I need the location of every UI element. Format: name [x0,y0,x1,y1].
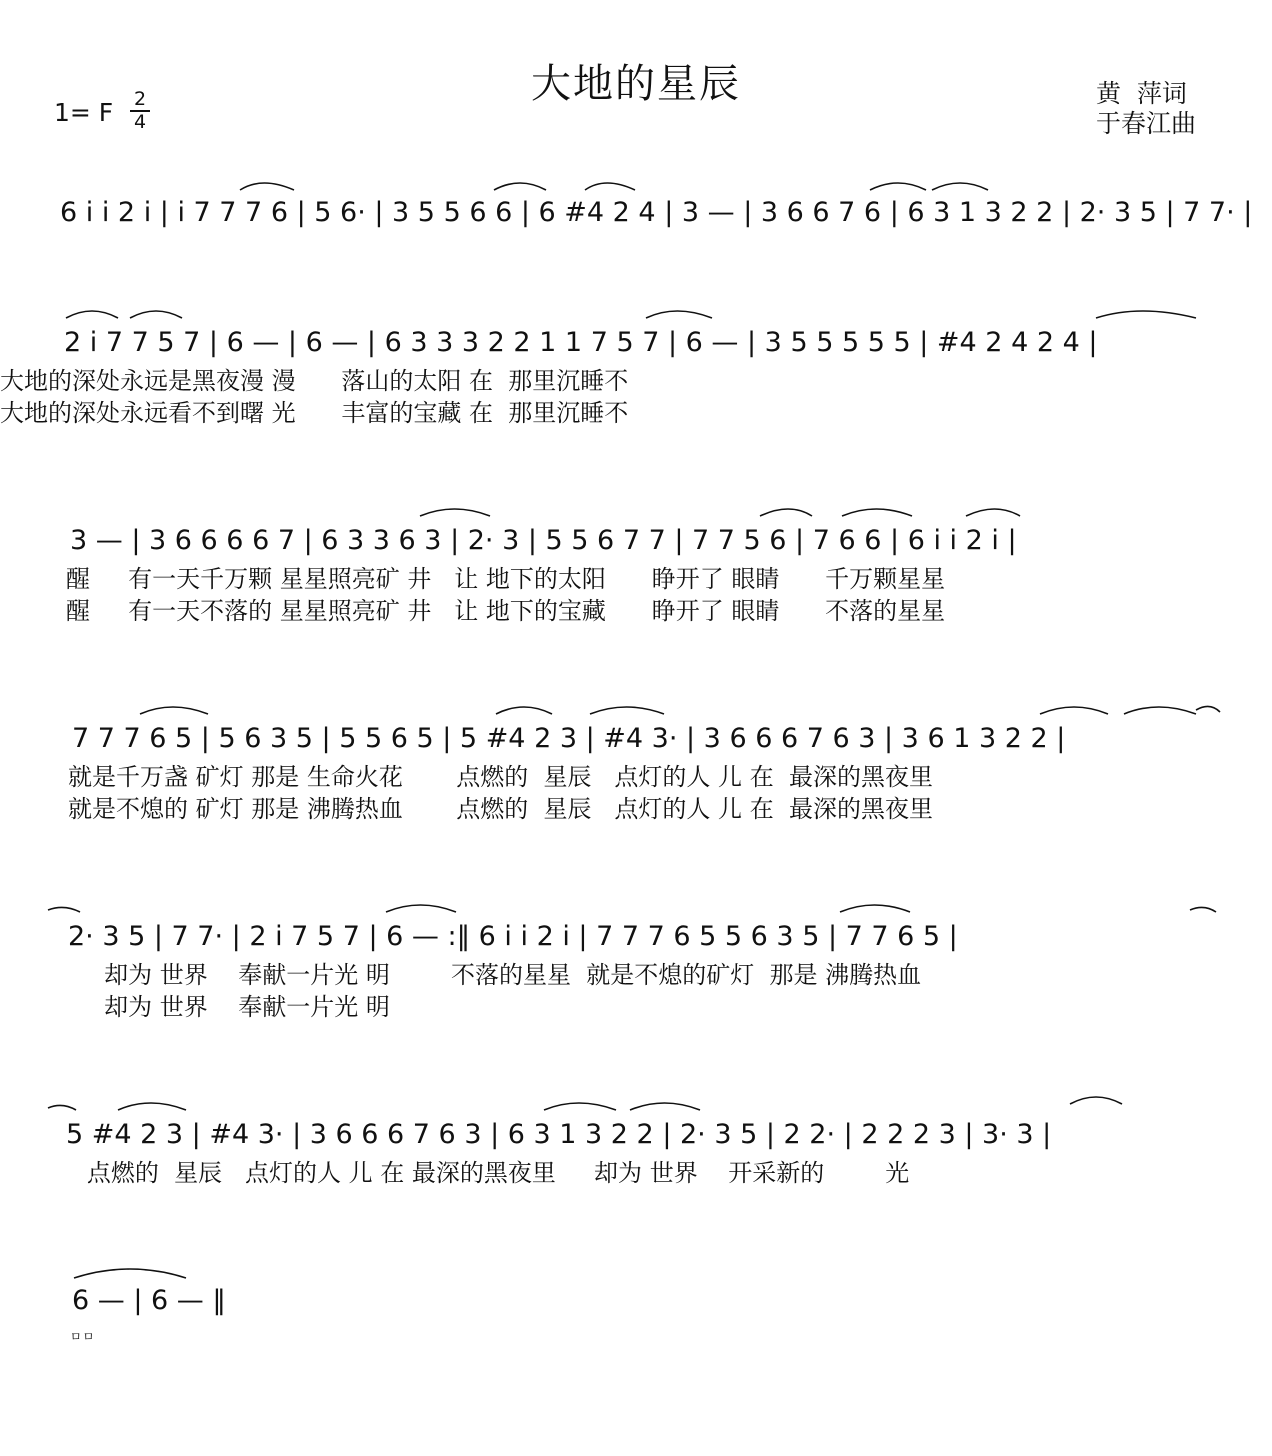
time-signature-bottom: 4 [133,111,147,133]
time-signature-top: 2 [133,88,147,110]
key-signature: 1= F [54,98,114,127]
slur [1096,311,1196,318]
notation-line: 2 i 7 7 5 7 | 6 — | 6 — | 6 3 3 3 2 2 1 1 7 5 7 | 6 — | 3 5 5 5 5 5 | #4 2 4 2 4 | [64,327,1098,358]
notation-line: 3 — | 3 6 6 6 6 7 | 6 3 3 6 3 | 2· 3 | 5 5 6 7 7 | 7 7 5 6 | 7 6 6 | 6 i i 2 i | [70,525,1017,556]
slur [1040,707,1108,714]
notation-line: 7 7 7 6 5 | 5 6 3 5 | 5 5 6 5 | 5 #4 2 3 | #4 3· | 3 6 6 6 7 6 3 | 3 6 1 3 2 2 | [72,723,1066,754]
slur [494,183,546,190]
composer-credit: 于春江曲 [1096,109,1197,138]
slur [932,183,988,190]
slur [240,183,294,190]
slur [48,907,80,912]
lyricist-credit: 黄 萍词 [1096,79,1187,108]
slur [840,905,910,912]
slur [140,707,208,714]
slur [630,1103,700,1110]
slur [118,1103,186,1110]
slur [130,311,182,318]
slur [1190,907,1216,912]
lyric-line-1: 却为 世界 奉献一片光 明 不落的星星 就是不熄的矿灯 那是 沸腾热血 [66,961,922,989]
slur [1070,1097,1122,1104]
lyric-line-1: 就是千万盏 矿灯 那是 生命火花 点燃的 星辰 点灯的人 儿 在 最深的黑夜里 [68,763,933,791]
slur [420,509,490,516]
lyric-line-2: 却为 世界 奉献一片光 明 [66,993,390,1021]
lyric-line-2: 大地的深处永远看不到曙 光 丰富的宝藏 在 那里沉睡不 [0,399,629,427]
slur [1124,707,1196,714]
notation-line: 2· 3 5 | 7 7· | 2 i 7 5 7 | 6 — :‖ 6 i i 2 i | 7 7 7 6 5 5 6 3 5 | 7 7 6 5 | [68,921,958,952]
slur [544,1103,616,1110]
slur [48,1105,76,1110]
slur [386,905,456,912]
lyric-line-1: 大地的深处永远是黑夜漫 漫 落山的太阳 在 那里沉睡不 [0,367,629,395]
lyric-line-2: 就是不熄的 矿灯 那是 沸腾热血 点燃的 星辰 点灯的人 儿 在 最深的黑夜里 [68,795,933,823]
footer-mark: ㅁㅁ [70,1330,96,1344]
lyric-line-1: 醒 有一天千万颗 星星照亮矿 井 让 地下的太阳 睁开了 眼睛 千万颗星星 [66,565,946,593]
slur [1196,706,1220,712]
slur [870,183,926,190]
notation-line: 5 #4 2 3 | #4 3· | 3 6 6 6 7 6 3 | 6 3 1 3 2 2 | 2· 3 5 | 2 2· | 2 2 2 3 | 3· 3 | [66,1119,1052,1150]
notation-line: 6 i i 2 i | i 7 7 7 6 | 5 6· | 3 5 5 6 6 | 6 #4 2 4 | 3 — | 3 6 6 7 6 | 6 3 1 3 2 2 | 2· 3 5 | 7 7· | [60,197,1253,228]
slur [760,509,812,516]
slur [966,509,1020,516]
lyric-line-2: 醒 有一天不落的 星星照亮矿 井 让 地下的宝藏 睁开了 眼睛 不落的星星 [66,597,946,625]
slur [646,311,712,318]
slur [66,311,118,318]
slur [590,707,664,714]
slur [585,183,635,190]
slur [842,509,912,516]
slur [496,707,552,714]
slur [74,1269,186,1278]
notation-line: 6 — | 6 — ‖ [72,1285,226,1316]
song-title: 大地的星辰 [531,61,741,107]
lyric-line-1: 点燃的 星辰 点灯的人 儿 在 最深的黑夜里 却为 世界 开采新的 光 [64,1159,910,1187]
